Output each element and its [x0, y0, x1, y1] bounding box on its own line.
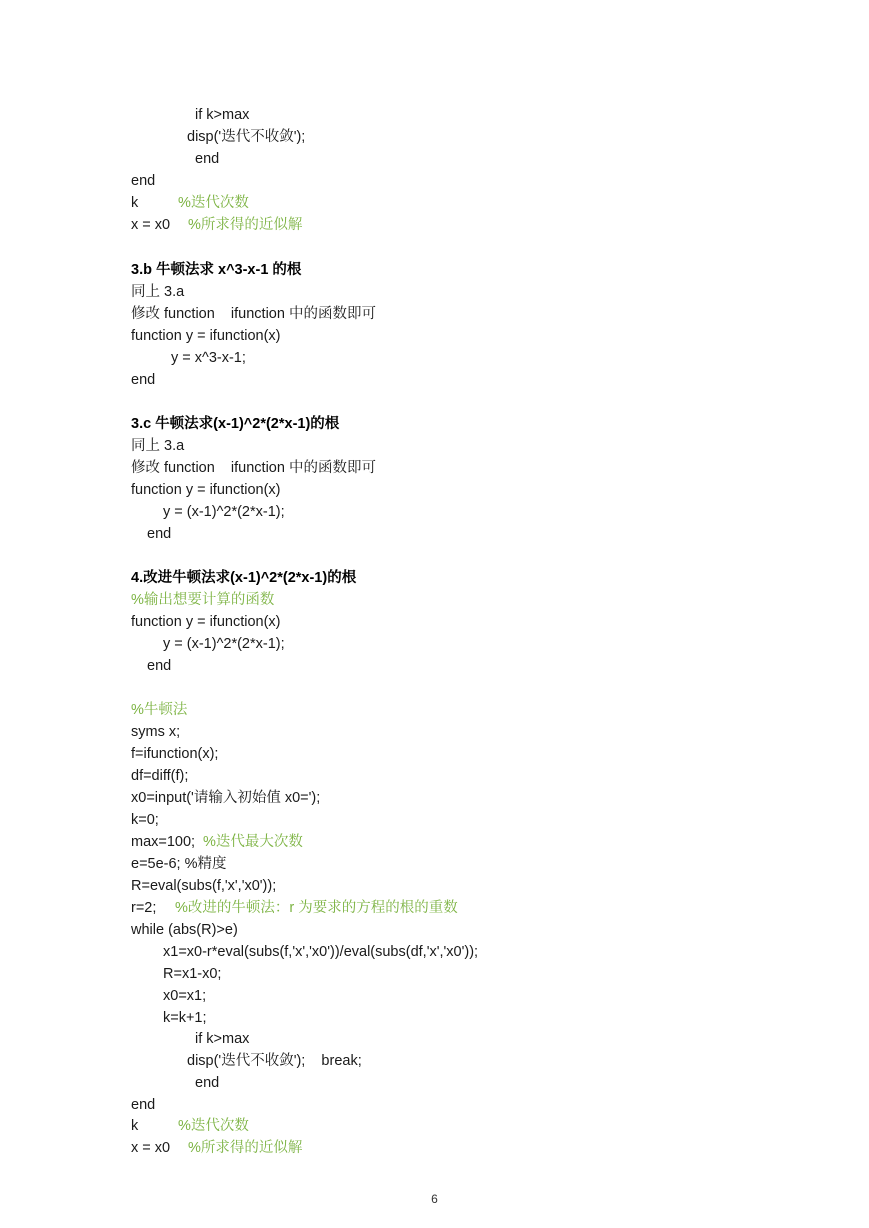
code-line: while (abs(R)>e): [131, 922, 238, 938]
code-line: f=ifunction(x);: [131, 746, 219, 762]
code-line: x0=input('请输入初始值 x0=');: [131, 790, 321, 806]
code-line: if k>max: [195, 1031, 250, 1047]
code-comment: %迭代最大次数: [203, 834, 303, 850]
section-heading: 4.改进牛顿法求(x-1)^2*(2*x-1)的根: [131, 570, 357, 586]
section-heading: 3.b 牛顿法求 x^3-x-1 的根: [131, 262, 302, 278]
section-heading: 3.c 牛顿法求(x-1)^2*(2*x-1)的根: [131, 416, 340, 432]
code-line: end: [195, 1075, 220, 1091]
code-line: R=x1-x0;: [163, 966, 222, 982]
text-line: 同上 3.a: [131, 284, 185, 300]
code-comment: %改进的牛顿法：r 为要求的方程的根的重数: [175, 900, 458, 916]
code-comment: %输出想要计算的函数: [131, 592, 275, 608]
code-line: end: [131, 173, 156, 189]
code-comment: %牛顿法: [131, 702, 188, 718]
code-line: end: [147, 526, 172, 542]
code-comment: %所求得的近似解: [188, 217, 303, 233]
text-line: 修改 function ifunction 中的函数即可: [131, 460, 376, 476]
code-line: e=5e-6; %精度: [131, 856, 227, 872]
text-line: 修改 function ifunction 中的函数即可: [131, 306, 376, 322]
code-line: y = x^3-x-1;: [171, 350, 246, 366]
code-line: y = (x-1)^2*(2*x-1);: [163, 636, 285, 652]
code-line: max=100;: [131, 834, 196, 850]
code-line: R=eval(subs(f,'x','x0'));: [131, 878, 277, 894]
code-line: function y = ifunction(x): [131, 614, 281, 630]
code-line: end: [147, 658, 172, 674]
code-comment: %所求得的近似解: [188, 1140, 303, 1156]
page-number: 6: [431, 1192, 438, 1206]
code-line: k=k+1;: [163, 1010, 207, 1026]
code-line: k: [131, 195, 139, 211]
code-line: df=diff(f);: [131, 768, 189, 784]
code-line: disp('迭代不收敛'); break;: [187, 1053, 362, 1069]
code-line: x = x0: [131, 1140, 171, 1156]
code-line: end: [131, 372, 156, 388]
code-line: x1=x0-r*eval(subs(f,'x','x0'))/eval(subs(df,'x','x0'));: [163, 944, 479, 960]
text-line: 同上 3.a: [131, 438, 185, 454]
code-line: k=0;: [131, 812, 159, 828]
code-line: function y = ifunction(x): [131, 482, 281, 498]
code-line: disp('迭代不收敛');: [187, 129, 306, 145]
code-line: end: [131, 1097, 156, 1113]
code-line: if k>max: [195, 107, 250, 123]
code-line: end: [195, 151, 220, 167]
code-line: y = (x-1)^2*(2*x-1);: [163, 504, 285, 520]
code-line: r=2;: [131, 900, 157, 916]
code-line: x0=x1;: [163, 988, 207, 1004]
code-comment: %迭代次数: [178, 195, 249, 211]
code-line: syms x;: [131, 724, 181, 740]
code-line: k: [131, 1118, 139, 1134]
code-line: function y = ifunction(x): [131, 328, 281, 344]
code-comment: %迭代次数: [178, 1118, 249, 1134]
code-line: x = x0: [131, 217, 171, 233]
